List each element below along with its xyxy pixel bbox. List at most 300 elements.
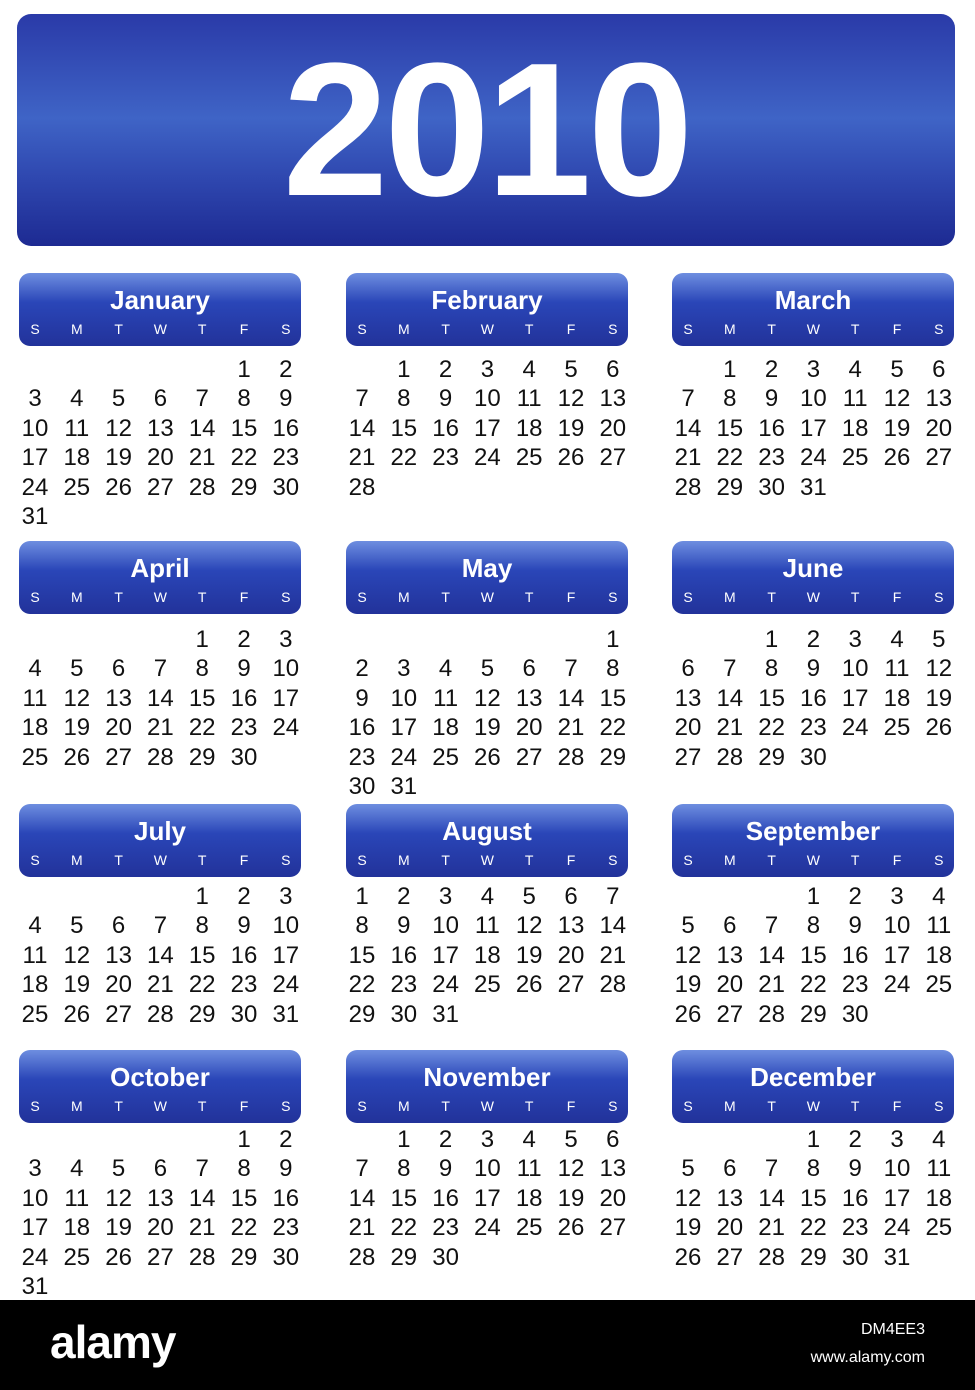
day-cell: 5 <box>111 1155 126 1183</box>
day-cell: 1 <box>355 883 369 910</box>
day-cell: 7 <box>764 1155 779 1183</box>
weekday-label: T <box>524 589 534 605</box>
weekday-label: M <box>723 1098 736 1114</box>
weekday-label: S <box>683 321 693 337</box>
day-cell: 6 <box>153 1155 168 1183</box>
day-cell: 16 <box>432 414 459 442</box>
day-cell: 15 <box>348 941 376 969</box>
day-cell: 24 <box>432 971 459 999</box>
weekday-label: W <box>806 1098 820 1114</box>
day-cell: 31 <box>390 773 418 800</box>
day-cell: 5 <box>564 1126 578 1153</box>
weekday-label: F <box>239 852 249 868</box>
day-cell: 8 <box>606 655 620 683</box>
day-cell: 3 <box>890 1126 904 1153</box>
day-cell: 30 <box>841 1000 869 1028</box>
day-cell: 8 <box>237 1155 251 1183</box>
day-cell: 4 <box>438 655 453 683</box>
day-cell: 25 <box>515 444 543 472</box>
day-cell: 10 <box>474 385 501 413</box>
day-cell: 20 <box>716 971 744 999</box>
weekday-row <box>672 1097 954 1115</box>
month-header-march <box>672 273 954 346</box>
month-name: February <box>431 285 543 315</box>
weekday-label: W <box>806 852 820 868</box>
day-cell: 20 <box>925 414 953 442</box>
day-cell: 23 <box>390 971 418 999</box>
day-cell: 3 <box>28 1155 42 1183</box>
day-cell: 5 <box>522 883 536 910</box>
month-header-february <box>346 273 628 346</box>
day-cell: 26 <box>674 1000 702 1028</box>
day-cell: 14 <box>557 684 585 712</box>
day-cell: 23 <box>432 444 459 472</box>
day-cell: 18 <box>432 714 459 742</box>
day-cell: 9 <box>355 684 369 712</box>
day-cell: 28 <box>674 473 702 501</box>
day-cell: 5 <box>111 385 126 413</box>
weekday-label: S <box>357 589 367 605</box>
weekday-label: F <box>566 1098 576 1114</box>
day-cell: 4 <box>522 1126 536 1153</box>
day-cell: 20 <box>515 714 543 742</box>
day-cell: 15 <box>390 1184 418 1212</box>
day-cell: 17 <box>21 444 49 472</box>
weekday-label: W <box>153 1098 167 1114</box>
day-cell: 3 <box>848 626 862 653</box>
day-cell: 30 <box>348 773 376 800</box>
month-name: September <box>745 816 881 846</box>
day-cell: 21 <box>188 444 216 472</box>
day-cell: 4 <box>522 356 536 383</box>
day-cell: 1 <box>806 1126 821 1153</box>
weekday-label: T <box>197 589 207 605</box>
day-cell: 22 <box>800 1214 827 1242</box>
weekday-row <box>346 1097 628 1115</box>
weekday-label: M <box>70 589 83 605</box>
day-cell: 27 <box>716 1243 744 1271</box>
day-cell: 3 <box>480 1126 495 1153</box>
day-cell: 9 <box>848 1155 862 1183</box>
weekday-label: F <box>566 852 576 868</box>
day-cell: 24 <box>800 444 827 472</box>
day-cell: 4 <box>28 655 42 683</box>
day-cell: 1 <box>237 356 251 383</box>
day-cell: 29 <box>599 743 627 771</box>
day-cell: 2 <box>438 1126 453 1153</box>
day-cell: 17 <box>883 1184 911 1212</box>
weekday-label: T <box>767 321 776 337</box>
weekday-row <box>19 588 301 606</box>
day-cell: 3 <box>438 883 453 910</box>
weekday-row <box>19 320 301 338</box>
day-cell: 2 <box>848 1126 862 1153</box>
day-cell: 16 <box>841 1184 869 1212</box>
day-cell: 22 <box>230 444 258 472</box>
day-cell: 24 <box>272 971 300 999</box>
day-cell: 1 <box>397 356 411 383</box>
day-cell: 30 <box>272 1243 300 1271</box>
weekday-label: T <box>197 321 207 337</box>
day-cell: 22 <box>390 1214 418 1242</box>
day-cell: 24 <box>21 1243 49 1271</box>
day-cell: 16 <box>230 941 258 969</box>
month-header-december <box>672 1050 954 1123</box>
day-cell: 29 <box>800 1000 827 1028</box>
day-cell: 15 <box>758 684 785 712</box>
day-cell: 9 <box>279 1155 293 1183</box>
day-cell: 12 <box>557 1155 585 1183</box>
day-cell: 10 <box>841 655 869 683</box>
day-cell: 18 <box>63 444 91 472</box>
weekday-row <box>19 851 301 869</box>
day-cell: 9 <box>279 385 293 413</box>
day-cell: 24 <box>474 444 501 472</box>
month-header-june <box>672 541 954 614</box>
day-cell: 6 <box>932 356 946 383</box>
day-cell: 23 <box>800 714 827 742</box>
day-cell: 21 <box>758 1214 785 1242</box>
weekday-label: W <box>153 852 167 868</box>
month-header-august <box>346 804 628 877</box>
day-cell: 1 <box>195 883 209 910</box>
day-cell: 26 <box>925 714 953 742</box>
day-cell: 10 <box>272 655 300 683</box>
day-cell: 14 <box>599 912 627 940</box>
weekday-label: T <box>441 852 450 868</box>
day-cell: 19 <box>557 414 585 442</box>
day-cell: 22 <box>800 971 827 999</box>
day-cell: 5 <box>932 626 946 653</box>
day-cell: 25 <box>515 1214 543 1242</box>
day-cell: 2 <box>279 1126 293 1153</box>
day-cell: 27 <box>105 1000 132 1028</box>
day-cell: 3 <box>480 356 495 383</box>
day-cell: 20 <box>147 444 174 472</box>
day-cell: 22 <box>599 714 627 742</box>
month-name: December <box>750 1062 876 1092</box>
weekday-label: T <box>524 1098 534 1114</box>
day-cell: 5 <box>890 356 904 383</box>
day-cell: 24 <box>841 714 869 742</box>
day-cell: 16 <box>800 684 827 712</box>
weekday-label: T <box>114 321 123 337</box>
weekday-label: F <box>892 589 902 605</box>
weekday-label: F <box>566 321 576 337</box>
day-cell: 7 <box>764 912 779 940</box>
weekday-row <box>19 1097 301 1115</box>
day-cell: 10 <box>474 1155 501 1183</box>
day-cell: 20 <box>599 1184 627 1212</box>
day-cell: 23 <box>230 971 258 999</box>
day-cell: 17 <box>883 941 911 969</box>
weekday-label: F <box>239 589 249 605</box>
weekday-row <box>346 320 628 338</box>
day-cell: 12 <box>883 385 911 413</box>
weekday-label: W <box>806 321 820 337</box>
day-cell: 13 <box>716 1184 744 1212</box>
day-cell: 19 <box>925 684 953 712</box>
weekday-row <box>672 320 954 338</box>
day-cell: 11 <box>884 655 910 683</box>
day-cell: 27 <box>147 1243 174 1271</box>
day-cell: 21 <box>758 971 785 999</box>
day-cell: 13 <box>147 1184 174 1212</box>
day-cell: 2 <box>237 626 251 653</box>
weekday-label: S <box>281 321 291 337</box>
weekday-label: T <box>850 321 860 337</box>
day-cell: 3 <box>397 655 411 683</box>
weekday-label: S <box>357 1098 367 1114</box>
weekday-label: F <box>892 1098 902 1114</box>
day-cell: 26 <box>63 743 91 771</box>
day-cell: 30 <box>841 1243 869 1271</box>
day-cell: 9 <box>806 655 821 683</box>
day-cell: 25 <box>432 743 459 771</box>
weekday-label: T <box>767 589 776 605</box>
month-header-october <box>19 1050 301 1123</box>
day-cell: 28 <box>599 971 627 999</box>
day-cell: 12 <box>474 684 501 712</box>
day-cell: 8 <box>397 1155 411 1183</box>
day-cell: 16 <box>841 941 869 969</box>
day-cell: 27 <box>515 743 543 771</box>
day-cell: 16 <box>230 684 258 712</box>
day-cell: 21 <box>674 444 702 472</box>
weekday-label: S <box>30 589 40 605</box>
day-cell: 8 <box>237 385 251 413</box>
weekday-label: T <box>767 852 776 868</box>
day-cell: 13 <box>105 941 132 969</box>
weekday-label: S <box>934 852 944 868</box>
weekday-label: S <box>608 852 618 868</box>
day-cell: 14 <box>147 941 174 969</box>
day-cell: 27 <box>716 1000 744 1028</box>
day-cell: 25 <box>21 743 49 771</box>
day-cell: 29 <box>716 473 744 501</box>
day-cell: 13 <box>925 385 953 413</box>
day-cell: 17 <box>272 941 300 969</box>
day-cell: 16 <box>272 414 300 442</box>
day-cell: 5 <box>564 356 578 383</box>
day-cell: 27 <box>147 473 174 501</box>
month-name: March <box>774 285 852 315</box>
day-cell: 9 <box>848 912 862 940</box>
month-name: October <box>110 1062 210 1092</box>
day-cell: 30 <box>272 473 300 501</box>
day-cell: 28 <box>147 1000 174 1028</box>
day-cell: 14 <box>348 1184 376 1212</box>
day-cell: 25 <box>841 444 869 472</box>
day-cell: 26 <box>515 971 543 999</box>
day-cell: 13 <box>557 912 585 940</box>
day-cell: 23 <box>841 1214 869 1242</box>
month-header-july <box>19 804 301 877</box>
day-cell: 27 <box>599 1214 627 1242</box>
day-cell: 20 <box>557 941 585 969</box>
day-cell: 16 <box>272 1184 300 1212</box>
day-cell: 6 <box>723 912 737 940</box>
day-cell: 6 <box>111 655 126 683</box>
weekday-label: S <box>30 852 40 868</box>
day-cell: 6 <box>681 655 695 683</box>
day-cell: 15 <box>800 941 827 969</box>
weekday-label: T <box>114 589 123 605</box>
weekday-label: T <box>850 589 860 605</box>
day-cell: 13 <box>147 414 174 442</box>
day-cell: 20 <box>674 714 702 742</box>
day-cell: 31 <box>272 1000 300 1028</box>
weekday-label: M <box>397 589 410 605</box>
day-cell: 12 <box>105 414 132 442</box>
day-cell: 18 <box>21 714 49 742</box>
day-cell: 10 <box>883 912 911 940</box>
weekday-label: S <box>934 321 944 337</box>
day-cell: 10 <box>883 1155 911 1183</box>
day-cell: 30 <box>432 1243 459 1271</box>
day-cell: 15 <box>800 1184 827 1212</box>
day-cell: 28 <box>147 743 174 771</box>
day-cell: 9 <box>397 912 411 940</box>
day-cell: 9 <box>438 385 453 413</box>
day-cell: 19 <box>557 1184 585 1212</box>
day-cell: 25 <box>925 1214 953 1242</box>
day-cell: 15 <box>390 414 418 442</box>
day-cell: 9 <box>237 655 251 683</box>
weekday-label: S <box>934 1098 944 1114</box>
day-cell: 1 <box>606 626 620 653</box>
weekday-label: M <box>723 852 736 868</box>
day-cell: 10 <box>432 912 459 940</box>
weekday-label: S <box>608 1098 618 1114</box>
day-cell: 12 <box>674 941 702 969</box>
day-cell: 4 <box>70 385 84 413</box>
day-cell: 17 <box>432 941 459 969</box>
weekday-label: S <box>30 1098 40 1114</box>
day-cell: 16 <box>390 941 418 969</box>
day-cell: 8 <box>195 912 209 940</box>
day-cell: 29 <box>348 1000 376 1028</box>
day-cell: 30 <box>800 743 827 771</box>
day-cell: 11 <box>433 684 459 712</box>
weekday-label: S <box>934 589 944 605</box>
day-cell: 29 <box>800 1243 827 1271</box>
weekday-label: M <box>397 1098 410 1114</box>
day-cell: 24 <box>474 1214 501 1242</box>
weekday-label: S <box>281 852 291 868</box>
day-cell: 5 <box>681 912 695 940</box>
day-cell: 8 <box>355 912 369 940</box>
day-cell: 3 <box>806 356 821 383</box>
day-cell: 19 <box>105 1214 132 1242</box>
day-cell: 1 <box>195 626 209 653</box>
day-cell: 17 <box>272 684 300 712</box>
day-cell: 23 <box>348 743 376 771</box>
day-cell: 1 <box>764 626 779 653</box>
day-cell: 24 <box>883 971 911 999</box>
day-cell: 24 <box>883 1214 911 1242</box>
day-cell: 26 <box>557 1214 585 1242</box>
day-cell: 12 <box>63 684 91 712</box>
footer-image-id: DM4EE3 <box>860 1321 925 1338</box>
day-cell: 19 <box>63 714 91 742</box>
day-cell: 14 <box>188 1184 216 1212</box>
day-cell: 30 <box>230 743 258 771</box>
day-cell: 15 <box>188 684 216 712</box>
month-header-april <box>19 541 301 614</box>
weekday-label: T <box>441 1098 450 1114</box>
day-cell: 21 <box>599 941 627 969</box>
footer-logo: alamy <box>50 1316 176 1368</box>
day-cell: 21 <box>147 971 174 999</box>
day-cell: 7 <box>195 1155 209 1183</box>
day-cell: 2 <box>355 655 369 683</box>
day-cell: 27 <box>557 971 585 999</box>
day-cell: 18 <box>515 414 543 442</box>
day-cell: 2 <box>806 626 821 653</box>
day-cell: 23 <box>758 444 785 472</box>
day-cell: 18 <box>925 1184 953 1212</box>
day-cell: 28 <box>188 473 216 501</box>
day-cell: 26 <box>557 444 585 472</box>
day-cell: 23 <box>432 1214 459 1242</box>
day-cell: 22 <box>716 444 744 472</box>
day-cell: 29 <box>188 743 216 771</box>
weekday-label: M <box>397 852 410 868</box>
day-cell: 11 <box>926 912 952 940</box>
day-cell: 18 <box>841 414 869 442</box>
day-cell: 12 <box>105 1184 132 1212</box>
day-cell: 23 <box>230 714 258 742</box>
day-cell: 4 <box>890 626 904 653</box>
day-cell: 18 <box>925 941 953 969</box>
day-cell: 1 <box>237 1126 251 1153</box>
day-cell: 16 <box>348 714 376 742</box>
day-cell: 5 <box>681 1155 695 1183</box>
day-cell: 20 <box>105 714 132 742</box>
day-cell: 13 <box>515 684 543 712</box>
weekday-label: T <box>441 321 450 337</box>
day-cell: 29 <box>758 743 785 771</box>
weekday-row <box>346 588 628 606</box>
day-cell: 27 <box>599 444 627 472</box>
weekday-label: T <box>197 1098 207 1114</box>
day-cell: 10 <box>390 684 418 712</box>
day-cell: 7 <box>564 655 578 683</box>
day-cell: 7 <box>681 385 695 413</box>
weekday-label: M <box>397 321 410 337</box>
day-cell: 17 <box>390 714 418 742</box>
day-cell: 7 <box>153 912 168 940</box>
day-cell: 6 <box>606 356 620 383</box>
day-cell: 7 <box>153 655 168 683</box>
day-cell: 22 <box>390 444 418 472</box>
day-cell: 20 <box>599 414 627 442</box>
weekday-label: T <box>114 1098 123 1114</box>
month-name: June <box>782 553 844 583</box>
month-header-september <box>672 804 954 877</box>
day-cell: 26 <box>105 1243 132 1271</box>
day-cell: 22 <box>758 714 785 742</box>
day-cell: 1 <box>397 1126 411 1153</box>
day-cell: 14 <box>348 414 376 442</box>
day-cell: 2 <box>397 883 411 910</box>
day-cell: 28 <box>758 1243 785 1271</box>
day-cell: 23 <box>272 1214 300 1242</box>
day-cell: 13 <box>105 684 132 712</box>
month-name: August <box>442 816 532 846</box>
day-cell: 21 <box>557 714 585 742</box>
